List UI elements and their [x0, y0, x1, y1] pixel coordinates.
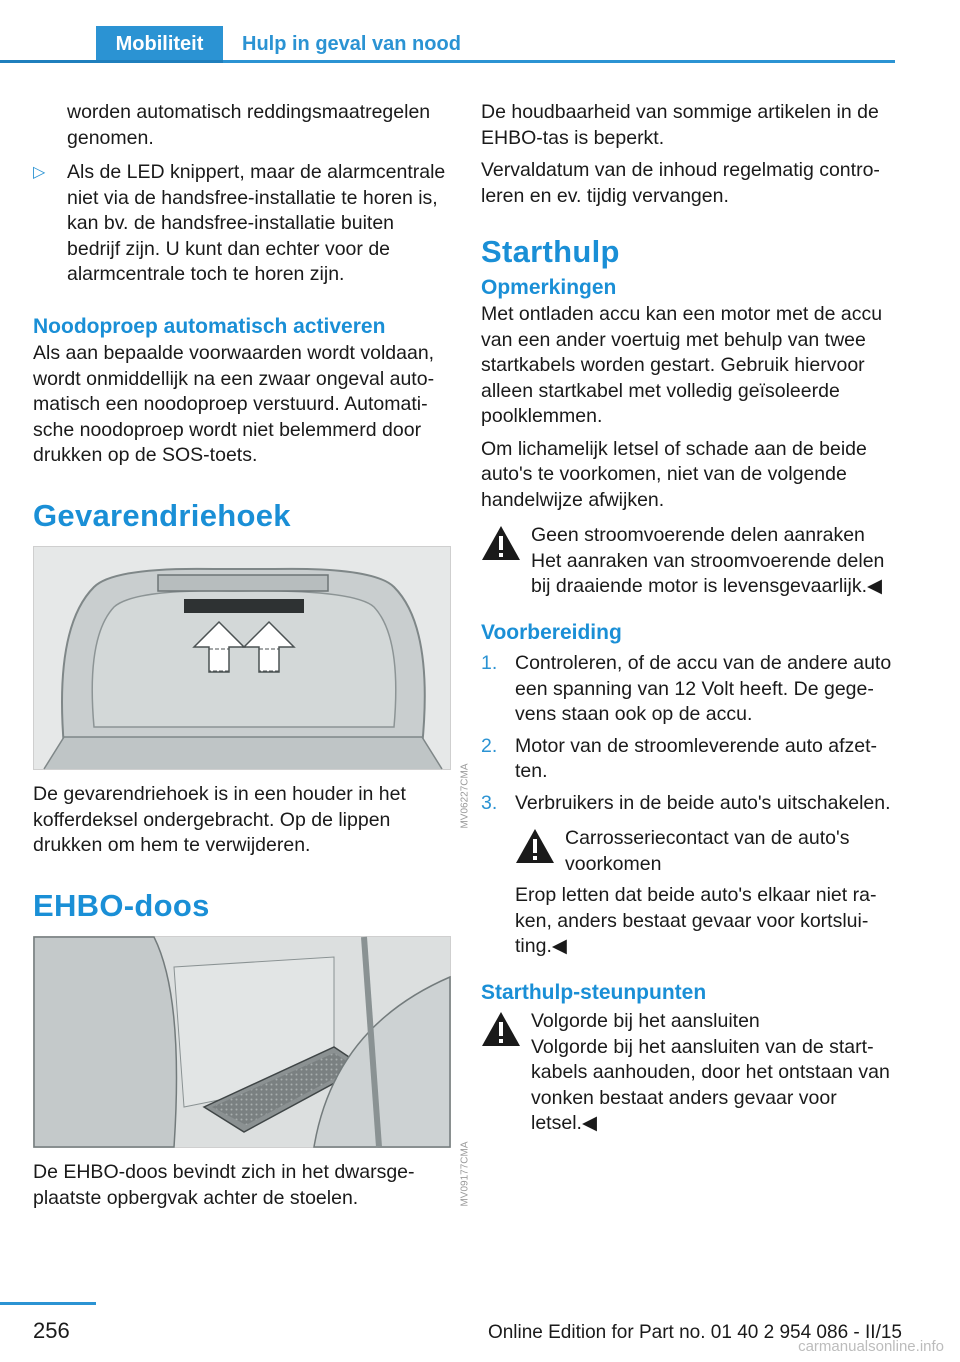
- warning-body: Erop letten dat beide auto's elkaar niet raken, anders bestaat gevaar voor kortsluiting.◀: [515, 884, 877, 957]
- gevaren-text: De gevarendriehoek is in een houder in het kofferdeksel ondergebracht. Op de lippen drukken om hem te verwijderen.: [33, 783, 406, 856]
- warning-block: [481, 523, 897, 600]
- triangle-bullet-icon: ▷: [33, 164, 46, 181]
- opmerkingen-text-1: Met ontladen accu kan een motor met de accu van een ander voertuig met behulp van twee startkabels worden gestart. Gebruik hiervoor alleen startkabel met volledig geïsoleerde poolklemmen.: [481, 303, 883, 427]
- list-item: [481, 791, 897, 817]
- heading-starthulp: Starthulp: [481, 234, 620, 269]
- figure-id: MV09177CMA: [459, 1141, 471, 1207]
- step-text: Controleren, of de accu van de andere auto een spanning van 12 Volt heeft. De gegevens staan ook op de accu.: [515, 652, 892, 725]
- watermark: carmanualsonline.info: [798, 1338, 944, 1355]
- warning-triangle-icon: [481, 525, 521, 561]
- step-number: 1.: [481, 652, 498, 674]
- heading-starthulp-steunpunten: Starthulp-steunpunten: [481, 980, 707, 1004]
- step-text: Motor van de stroomleverende auto afzetten.: [515, 734, 878, 782]
- opmerkingen-text-2: Om lichamelijk letsel of schade aan de beide auto's te voorkomen, niet van de volgende handelwijze afwijken.: [481, 437, 867, 511]
- warning-triangle-icon: [515, 828, 555, 864]
- heading-ehbo-doos: EHBO-doos: [33, 887, 210, 923]
- houdbaarheid-text: De houdbaarheid van sommige artikelen in de EHBO-tas is beperkt.: [481, 101, 879, 149]
- warning-block: [481, 1009, 897, 1137]
- bullet-item: [33, 160, 449, 288]
- warning-title: Geen stroomvoerende delen aanraken: [531, 524, 865, 546]
- left-column: [33, 100, 471, 1218]
- footer-rule: [0, 1302, 96, 1305]
- trunk-lid-illustration: [34, 547, 450, 769]
- figure-id: MV06227CMA: [459, 763, 471, 829]
- warning-body: Het aanraken van stroomvoerende delen bij draaiende motor is levensgevaarlijk.◀: [531, 549, 885, 597]
- ehbo-text: De EHBO-doos bevindt zich in het dwarsgeplaatste opbergvak achter de stoelen.: [33, 1161, 415, 1209]
- seat-compartment-illustration: [34, 937, 450, 1147]
- bullet-text: Als de LED knippert, maar de alarmcentrale niet via de handsfree-installatie te horen is, kan bv. de handsfree-installatie buiten bedrijf zijn. U kunt dan echter voor de alarmcentrale toch te horen zijn.: [67, 161, 446, 285]
- header-rule-accent: [0, 60, 223, 63]
- heading-gevarendriehoek: Gevarendriehoek: [33, 497, 291, 533]
- tab-hulp-in-geval-van-nood[interactable]: Hulp in geval van nood: [242, 33, 461, 55]
- warning-title: Volgorde bij het aansluiten: [531, 1010, 760, 1032]
- warning-text: [481, 549, 897, 600]
- warning-triangle-icon: [481, 1011, 521, 1047]
- continued-text: worden automatisch reddingsmaatregelen genomen.: [67, 101, 431, 149]
- edition-text: Online Edition for Part no. 01 40 2 954 086 - II/15: [487, 1322, 902, 1343]
- warning-body: Volgorde bij het aansluiten van de startkabels aanhouden, door het ontstaan van vonken bestaat anders gevaar voor letsel.◀: [531, 1035, 890, 1134]
- page-number: 256: [33, 1318, 70, 1343]
- list-item: [481, 651, 897, 728]
- step-number: 3.: [481, 791, 498, 814]
- step-text: Verbruikers in de beide auto's uitschakelen.: [515, 791, 891, 814]
- heading-noodoproep: Noodoproep automatisch activeren: [33, 314, 386, 338]
- warning-title: Carrosseriecontact van de auto's voorkomen: [565, 827, 850, 875]
- right-column: [481, 100, 897, 1145]
- heading-opmerkingen: Opmerkingen: [481, 275, 617, 299]
- noodoproep-text: Als aan bepaalde voorwaarden wordt voldaan, wordt onmiddellijk na een zwaar ongeval automatisch een noodoproep verstuurd. Automatische noodoproep wordt niet belemmerd door drukken op de SOS-toets.: [33, 342, 435, 466]
- warning-block: [515, 826, 897, 960]
- list-item: [481, 734, 897, 785]
- vervaldatum-text: Vervaldatum van de inhoud regelmatig controleren en ev. tijdig vervangen.: [481, 159, 880, 207]
- tab-mobiliteit[interactable]: Mobiliteit: [96, 26, 223, 62]
- heading-voorbereiding: Voorbereiding: [481, 620, 622, 644]
- step-number: 2.: [481, 734, 498, 757]
